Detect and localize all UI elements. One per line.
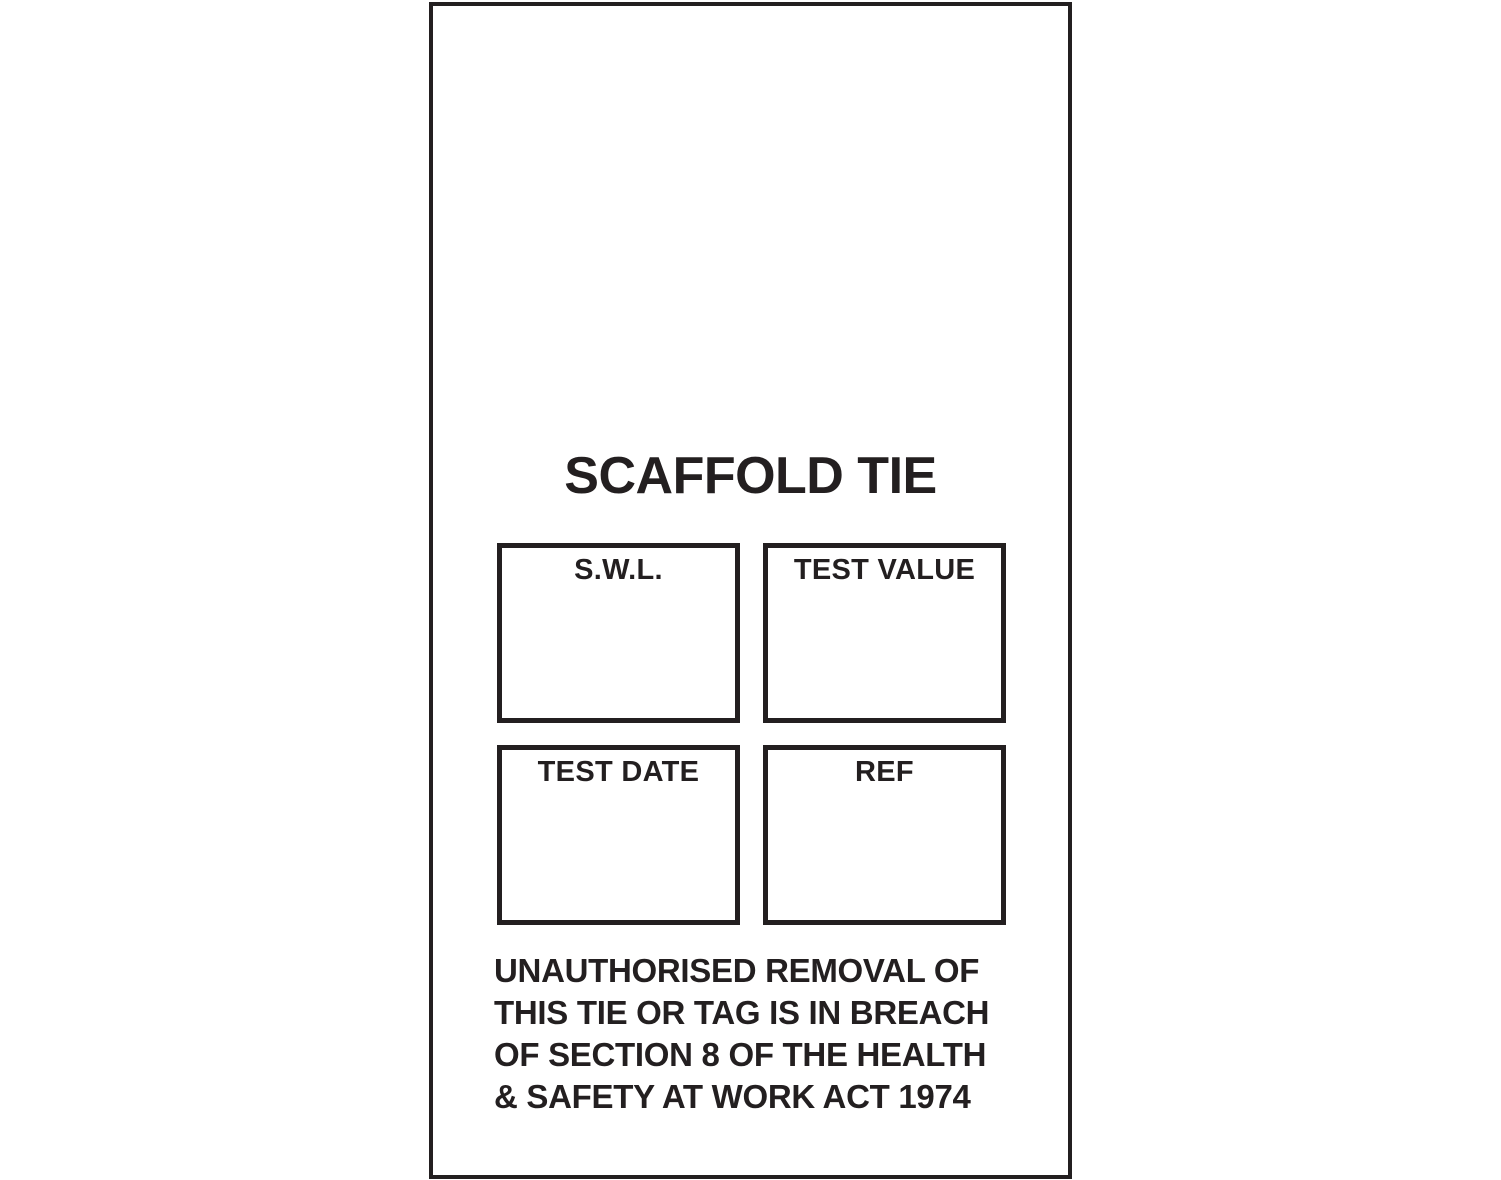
test-value-field-box [763,543,1006,723]
warning-line: & SAFETY AT WORK ACT 1974 [494,1078,971,1115]
tag-title: SCAFFOLD TIE [564,447,937,505]
swl-field-box [497,543,740,723]
test-date-field-label: TEST DATE [537,756,700,788]
test-value-field-label: TEST VALUE [793,554,976,586]
ref-write-in-area [768,795,1001,920]
test-date-write-in-area [502,795,735,920]
scaffold-tie-tag [429,2,1072,1179]
ref-field-box [763,745,1006,925]
test-date-field-box [497,745,740,925]
warning-line: THIS TIE OR TAG IS IN BREACH [494,994,990,1031]
swl-field-label: S.W.L. [574,554,663,586]
warning-line: UNAUTHORISED REMOVAL OF [494,952,980,989]
warning-text [494,950,989,1118]
swl-write-in-area [502,593,735,718]
warning-line: OF SECTION 8 OF THE HEALTH [494,1036,987,1073]
test-value-write-in-area [768,593,1001,718]
ref-field-label: REF [855,756,914,788]
